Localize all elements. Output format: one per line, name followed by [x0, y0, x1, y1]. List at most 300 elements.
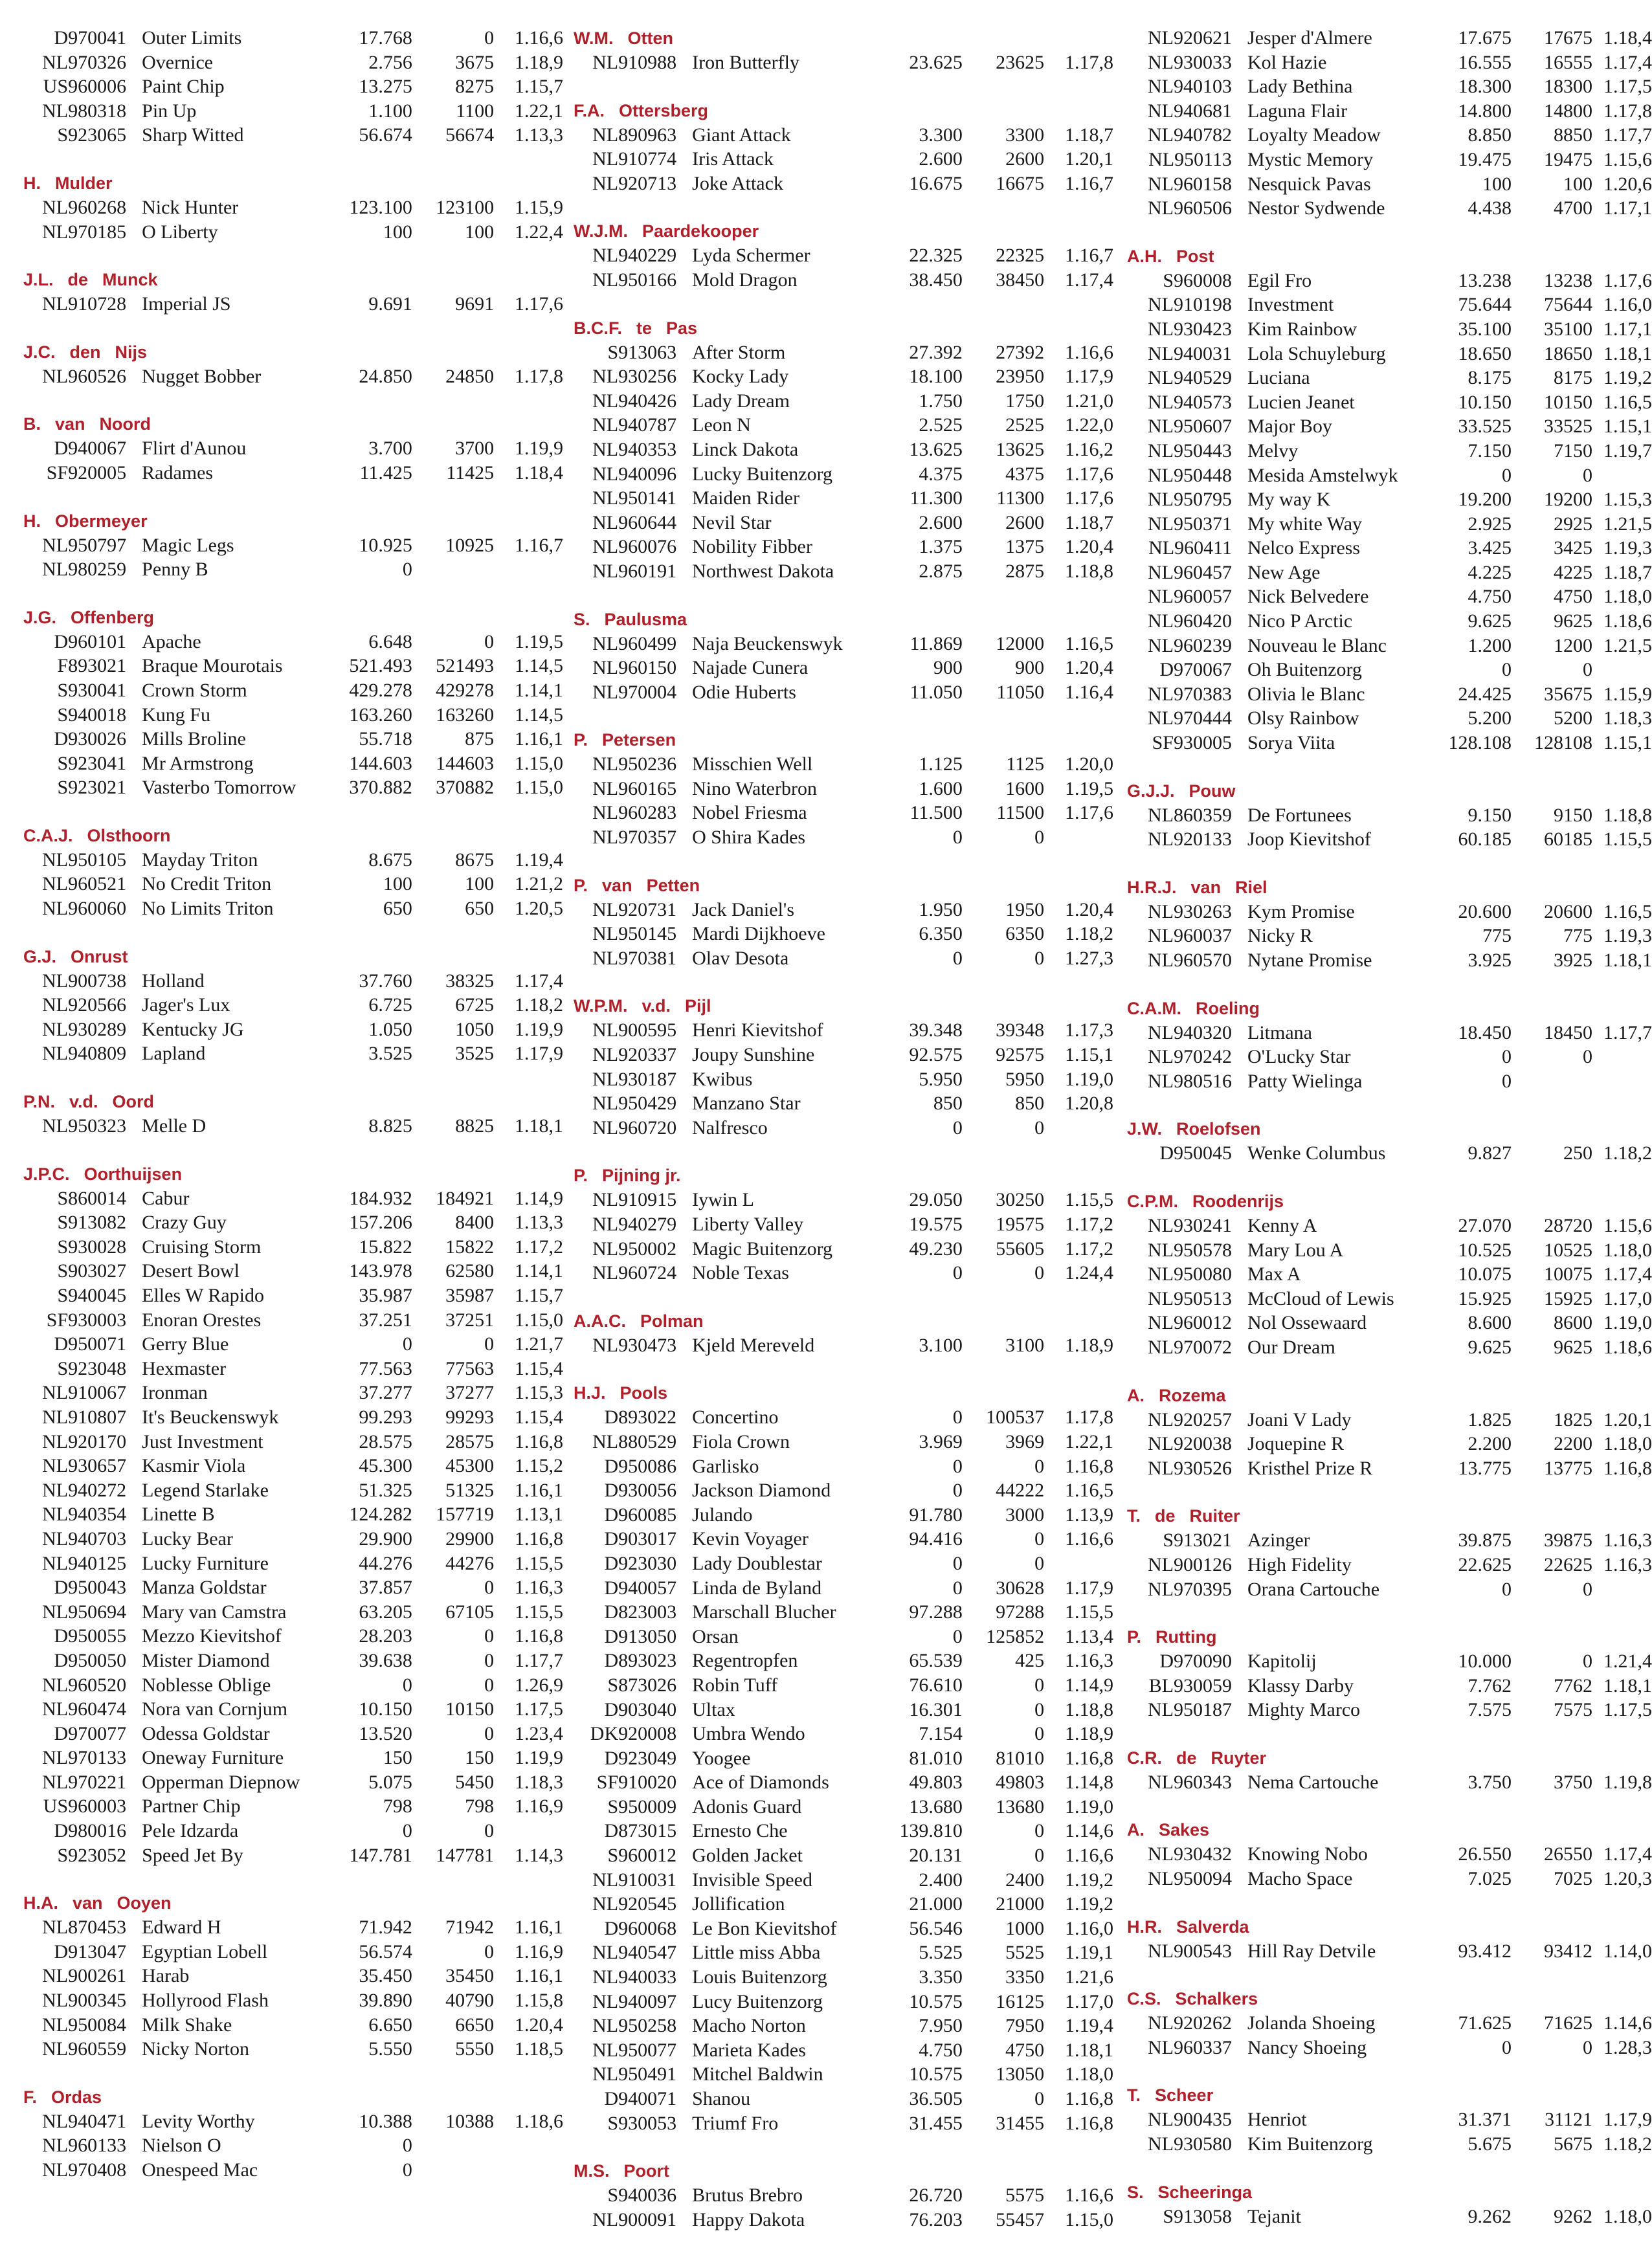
horse-row [570, 1746, 1113, 1771]
horse-name: Nouveau le Blanc [1247, 634, 1387, 656]
record-time: 1.14,6 [1064, 1820, 1113, 1842]
earnings-value: 27.392 [909, 341, 963, 363]
earnings-value: 56.574 [359, 1940, 412, 1962]
horse-name: Orsan [692, 1625, 739, 1647]
owner-surname: Roodenrijs [1192, 1191, 1284, 1211]
registration-number: S940018 [57, 704, 127, 726]
horse-name: Mighty Marco [1247, 1699, 1361, 1721]
owner-surname: Scheer [1155, 2085, 1214, 2106]
horse-name: O Shira Kades [692, 827, 806, 849]
horse-name: Melvy [1247, 439, 1299, 461]
horse-name: Lola Schuyleburg [1247, 342, 1386, 364]
record-time: 1.18,0 [1603, 586, 1652, 608]
total-value: 11500 [996, 802, 1045, 824]
total-value: 1825 [1554, 1408, 1592, 1430]
earnings-value: 71.942 [359, 1917, 412, 1939]
earnings-value: 39.875 [1458, 1529, 1512, 1551]
registration-number: S873026 [607, 1674, 677, 1696]
record-time: 1.17,1 [1603, 197, 1652, 219]
earnings-value: 6.650 [368, 2014, 412, 2036]
horse-row [1123, 706, 1652, 731]
registration-number: S913021 [1163, 1529, 1232, 1551]
earnings-value: 36.505 [909, 2088, 963, 2109]
horse-name: Luciana [1247, 367, 1310, 389]
registration-number: NL960057 [1148, 586, 1232, 608]
horse-name: Misschien Well [692, 753, 813, 775]
horse-row [19, 1405, 563, 1430]
total-value: 39348 [996, 1019, 1045, 1041]
registration-number: NL960506 [1148, 197, 1232, 219]
registration-number: NL890963 [592, 124, 677, 146]
horse-name: Mary Lou A [1247, 1239, 1344, 1261]
horse-name: Nema Cartouche [1247, 1771, 1379, 1793]
total-value: 8175 [1554, 367, 1592, 389]
record-time: 1.17,6 [1603, 269, 1652, 291]
horse-row [1123, 609, 1652, 634]
horse-row [570, 1067, 1113, 1092]
horse-name: Linck Dakota [692, 438, 799, 460]
earnings-value: 7.154 [919, 1723, 963, 1745]
record-time: 1.23,4 [514, 1722, 563, 1744]
registration-number: S940036 [607, 2185, 677, 2207]
horse-name: Brutus Brebro [692, 2185, 803, 2207]
horse-row [570, 1795, 1113, 1819]
registration-number: US960003 [43, 1796, 127, 1818]
record-time: 1.17,0 [1064, 1990, 1113, 2012]
owner-heading [570, 26, 1113, 50]
horse-row [1123, 2205, 1652, 2229]
total-value: 157719 [436, 1504, 495, 1526]
total-value: 8825 [455, 1115, 495, 1137]
earnings-value: 24.425 [1458, 683, 1512, 705]
record-time: 1.20,1 [1064, 148, 1113, 170]
record-time: 1.21,5 [1603, 513, 1652, 535]
earnings-value: 24.850 [359, 365, 412, 387]
registration-number: NL970185 [42, 221, 127, 243]
total-value: 33525 [1544, 416, 1592, 438]
horse-row [1123, 123, 1652, 148]
registration-number: NL970221 [42, 1771, 127, 1793]
owner-initials: P.N. [23, 1092, 56, 1112]
total-value: 650 [465, 898, 495, 920]
total-value: 10150 [445, 1698, 495, 1720]
registration-number: SF930003 [46, 1309, 127, 1331]
owner-initials: P. [574, 1166, 588, 1186]
earnings-value: 147.781 [349, 1844, 412, 1866]
record-time: 1.17,8 [1603, 100, 1652, 122]
record-time: 1.21,6 [1064, 1966, 1113, 1988]
total-value: 3969 [1005, 1430, 1045, 1452]
total-value: 9625 [1554, 610, 1592, 632]
earnings-value: 3.525 [368, 1043, 412, 1065]
total-value: 100 [465, 873, 495, 895]
earnings-value: 13.520 [359, 1722, 412, 1744]
record-time: 1.18,1 [1064, 2039, 1113, 2061]
horse-name: Nick Belvedere [1247, 586, 1369, 608]
owner-block [1123, 1625, 1652, 1722]
owner-initials: C.P.M. [1127, 1191, 1179, 1211]
record-time: 1.19,5 [1064, 777, 1113, 799]
registration-number: D950043 [54, 1577, 127, 1599]
horse-row [19, 993, 563, 1017]
horse-row [570, 1576, 1113, 1601]
horse-name: Kevin Voyager [692, 1528, 809, 1550]
horse-row [1123, 803, 1652, 828]
owner-heading [570, 2159, 1113, 2183]
owner-block [570, 2159, 1113, 2232]
owner-heading [1123, 875, 1652, 900]
owner-initials: A. [1127, 1385, 1144, 1405]
earnings-value: 9.150 [1468, 804, 1512, 826]
registration-number: NL960724 [592, 1262, 677, 1284]
horse-name: Kenny A [1247, 1214, 1317, 1236]
total-value: 7950 [1005, 2015, 1045, 2037]
earnings-value: 10.000 [1458, 1651, 1512, 1673]
total-value: 1750 [1005, 390, 1045, 412]
total-value: 35100 [1544, 318, 1592, 340]
horse-name: Giant Attack [692, 124, 791, 146]
registration-number: NL940279 [592, 1214, 677, 1235]
record-time: 1.14,9 [1064, 1674, 1113, 1696]
owner-block [570, 728, 1113, 849]
column-1 [19, 26, 563, 2206]
record-time: 1.16,2 [1064, 438, 1113, 460]
registration-number: NL960076 [592, 536, 677, 558]
horse-name: Garlisko [692, 1455, 759, 1477]
registration-number: NL910915 [592, 1189, 677, 1211]
registration-number: D970041 [54, 27, 127, 49]
horse-row [19, 436, 563, 461]
horse-row [570, 1868, 1113, 1893]
horse-name: Lady Dream [692, 390, 790, 412]
owner-heading [1123, 779, 1652, 803]
horse-name: Manzano Star [692, 1093, 801, 1115]
owner-initials: W.M. [574, 28, 614, 48]
total-value: 1600 [1005, 777, 1045, 799]
registration-number: D913050 [604, 1625, 677, 1647]
total-value: 40790 [445, 1990, 495, 2012]
horse-name: Orana Cartouche [1247, 1578, 1380, 1600]
owner-initials: B. [23, 414, 41, 434]
owner-surname: Petersen [602, 730, 676, 750]
owner-surname: Post [1176, 246, 1214, 266]
registration-number: D930056 [604, 1480, 677, 1502]
registration-number: NL950429 [592, 1093, 677, 1115]
horse-row [1123, 561, 1652, 585]
record-time: 1.16,5 [1064, 1480, 1113, 1502]
owner-prefix: den [69, 342, 101, 362]
earnings-value: 11.500 [910, 802, 963, 824]
owner-block [1123, 26, 1652, 221]
horse-row [570, 946, 1113, 971]
earnings-value: 76.610 [909, 1674, 963, 1696]
registration-number: S923052 [57, 1844, 127, 1866]
total-value: 92575 [996, 1044, 1045, 1066]
record-time: 1.16,8 [1064, 1747, 1113, 1769]
total-value: 8675 [455, 849, 495, 871]
registration-number: NL950795 [1148, 489, 1232, 511]
owner-surname: Pijning jr. [602, 1166, 681, 1186]
owner-initials: P. [574, 875, 588, 895]
earnings-value: 4.750 [1468, 586, 1512, 608]
horse-name: Onespeed Mac [142, 2159, 258, 2181]
record-time: 1.21,2 [514, 873, 563, 895]
horse-name: Litmana [1247, 1021, 1312, 1043]
record-time [494, 2133, 563, 2158]
total-value: 19475 [1544, 148, 1592, 170]
total-value: 77563 [445, 1357, 495, 1379]
horse-name: Magic Buitenzorg [692, 1238, 833, 1260]
earnings-value: 11.300 [910, 487, 963, 509]
registration-number: SF930005 [1152, 732, 1232, 754]
owner-heading [19, 1162, 563, 1186]
earnings-value: 11.050 [910, 681, 963, 703]
horse-name: Sorya Viita [1247, 732, 1335, 754]
record-time: 1.17,5 [1603, 1699, 1652, 1721]
total-value: 0 [1583, 659, 1592, 681]
horse-row [19, 2133, 563, 2158]
record-time: 1.17,7 [1603, 124, 1652, 146]
horse-row [570, 413, 1113, 438]
earnings-value: 775 [1482, 925, 1512, 947]
record-time: 1.13,4 [1064, 1625, 1113, 1647]
earnings-value: 0 [952, 1455, 963, 1477]
total-value: 13775 [1544, 1457, 1592, 1479]
total-value: 8400 [455, 1212, 495, 1234]
record-time: 1.26,9 [514, 1674, 563, 1696]
earnings-value: 31.371 [1458, 2109, 1512, 2131]
owner-initials: F.A. [574, 100, 605, 120]
registration-number: NL960526 [42, 365, 127, 387]
registration-number: NL960420 [1148, 610, 1232, 632]
record-time: 1.14,3 [514, 1844, 563, 1866]
earnings-value: 8.175 [1468, 367, 1512, 389]
registration-number: D960101 [54, 630, 127, 652]
horse-name: Hill Ray Detvile [1247, 1940, 1376, 1962]
owner-surname: Oorthuijsen [84, 1164, 183, 1184]
total-value: 7762 [1554, 1674, 1592, 1696]
earnings-value: 8.600 [1468, 1312, 1512, 1334]
earnings-value: 11.425 [359, 461, 412, 484]
owner-heading [19, 2085, 563, 2109]
record-time: 1.18,1 [514, 1115, 563, 1137]
horse-name: Lapland [142, 1043, 206, 1065]
horse-row [19, 1794, 563, 1819]
horse-name: Marieta Kades [692, 2039, 806, 2061]
record-time: 1.20,4 [1064, 898, 1113, 920]
record-time: 1.21,4 [1603, 1651, 1652, 1673]
total-value: 13625 [996, 438, 1045, 460]
horse-row [570, 1722, 1113, 1746]
horse-name: Egil Fro [1247, 269, 1312, 291]
horse-name: Jack Daniel's [692, 898, 794, 920]
horse-row [570, 2087, 1113, 2111]
record-time: 1.15,3 [1603, 489, 1652, 511]
earnings-value: 39.890 [359, 1990, 412, 2012]
total-value: 2600 [1005, 511, 1045, 533]
horse-row [570, 898, 1113, 922]
owner-heading [1123, 996, 1652, 1021]
owner-surname: Paardekooper [642, 221, 759, 241]
record-time: 1.18,7 [1064, 511, 1113, 533]
record-time: 1.19,9 [514, 1018, 563, 1040]
total-value: 2400 [1005, 1869, 1045, 1891]
total-value: 4225 [1554, 561, 1592, 583]
owner-initials: B.C.F. [574, 318, 623, 338]
total-value: 17675 [1544, 27, 1592, 49]
earnings-value: 10.925 [359, 534, 412, 556]
total-value: 21000 [996, 1893, 1045, 1915]
record-time: 1.16,1 [514, 1479, 563, 1501]
earnings-value: 77.563 [359, 1357, 412, 1379]
registration-number: S930041 [57, 679, 127, 701]
registration-number: NL950323 [42, 1115, 127, 1137]
earnings-value: 3.700 [368, 438, 412, 460]
total-value: 11425 [446, 461, 495, 484]
registration-number: NL950077 [592, 2039, 677, 2061]
record-time: 1.17,9 [514, 1043, 563, 1065]
horse-name: Maiden Rider [692, 487, 799, 509]
registration-number: S913082 [57, 1212, 127, 1234]
horse-row [1123, 1141, 1652, 1166]
total-value: 0 [1034, 947, 1045, 969]
owner-surname: Otten [627, 28, 673, 48]
earnings-value: 0 [952, 1577, 963, 1599]
registration-number: NL930473 [592, 1334, 677, 1356]
horse-row [1123, 1021, 1652, 1045]
horse-row [570, 147, 1113, 172]
registration-number: NL940103 [1148, 76, 1232, 98]
registration-number: NL900543 [1148, 1940, 1232, 1962]
total-value: 16675 [996, 172, 1045, 194]
earnings-value: 39.638 [359, 1649, 412, 1671]
record-time: 1.15,6 [1603, 148, 1652, 170]
earnings-value: 35.100 [1458, 318, 1512, 340]
earnings-value: 5.525 [919, 1942, 963, 1964]
horse-row [1123, 1069, 1652, 1094]
horse-name: Cabur [142, 1187, 190, 1209]
owner-initials: G.J.J. [1127, 781, 1175, 801]
horse-row [19, 1819, 563, 1843]
horse-row [19, 969, 563, 994]
registration-number: D930026 [54, 728, 127, 750]
horse-name: Oneway Furniture [142, 1747, 284, 1769]
record-time: 1.17,5 [1603, 76, 1652, 98]
record-time: 1.16,9 [514, 1796, 563, 1818]
earnings-value: 3.969 [919, 1430, 963, 1452]
registration-number: S930053 [607, 2112, 677, 2134]
owner-block [570, 26, 1113, 75]
horse-row [1123, 634, 1652, 658]
record-time: 1.16,3 [1064, 1650, 1113, 1672]
record-time: 1.19,0 [1064, 1068, 1113, 1090]
owner-block [570, 873, 1113, 971]
horse-name: Kentucky JG [142, 1018, 244, 1040]
record-time: 1.14,5 [514, 704, 563, 726]
earnings-value: 16.555 [1458, 51, 1512, 73]
registration-number: NL970408 [42, 2159, 127, 2181]
total-value: 0 [484, 1577, 495, 1599]
record-time: 1.16,1 [514, 1965, 563, 1987]
earnings-value: 3.925 [1468, 950, 1512, 971]
owner-block [1123, 1746, 1652, 1795]
total-value: 184921 [436, 1187, 495, 1209]
record-time: 1.18,0 [1603, 2205, 1652, 2227]
record-time [1592, 1045, 1652, 1069]
total-value: 4750 [1005, 2039, 1045, 2061]
owner-surname: Ruiter [1189, 1506, 1240, 1526]
total-value: 0 [1583, 1651, 1592, 1673]
earnings-value: 3.300 [919, 124, 963, 146]
record-time: 1.17,4 [1064, 269, 1113, 291]
total-value: 775 [1563, 925, 1592, 947]
owner-heading [1123, 1986, 1652, 2011]
earnings-value: 429.278 [349, 679, 412, 701]
record-time: 1.17,6 [1064, 487, 1113, 509]
owner-initials: C.A.J. [23, 825, 73, 845]
record-time: 1.19,1 [1064, 1942, 1113, 1964]
total-value: 0 [484, 1625, 495, 1647]
horse-row [19, 461, 563, 485]
owner-initials: H.R.J. [1127, 877, 1177, 897]
total-value: 31455 [996, 2112, 1045, 2134]
horse-name: High Fidelity [1247, 1553, 1352, 1575]
registration-number: NL920566 [42, 994, 127, 1016]
horse-row [570, 1819, 1113, 1843]
horse-row [1123, 2107, 1652, 2132]
record-time: 1.15,2 [514, 1455, 563, 1477]
horse-name: Iron Butterfly [692, 52, 799, 73]
registration-number: D940057 [604, 1577, 677, 1599]
total-value: 67105 [445, 1601, 495, 1623]
total-value: 1950 [1005, 898, 1045, 920]
total-value: 9262 [1554, 2205, 1592, 2227]
earnings-value: 18.100 [909, 366, 963, 388]
earnings-value: 38.450 [909, 269, 963, 291]
owner-initials: H. [23, 173, 41, 193]
record-time: 1.15,9 [1603, 683, 1652, 705]
owner-block [19, 412, 563, 485]
registration-number: NL940320 [1148, 1021, 1232, 1043]
registration-number: D970090 [1159, 1651, 1232, 1673]
earnings-value: 6.725 [368, 994, 412, 1016]
owner-surname: Poort [623, 2161, 670, 2181]
owner-heading [570, 1381, 1113, 1405]
owner-block [19, 823, 563, 921]
horse-name: Liberty Valley [692, 1214, 804, 1235]
record-time: 1.18,2 [1603, 1142, 1652, 1164]
horse-row [1123, 2132, 1652, 2157]
total-value: 5575 [1005, 2185, 1045, 2207]
earnings-value: 7.150 [1468, 439, 1512, 461]
horse-row [570, 1503, 1113, 1528]
horse-name: Nytane Promise [1247, 950, 1372, 971]
horse-name: Leon N [692, 414, 751, 436]
horse-name: Olsy Rainbow [1247, 707, 1359, 729]
horse-name: Linda de Byland [692, 1577, 822, 1599]
owner-block [1123, 779, 1652, 852]
registration-number: NL940809 [42, 1043, 127, 1065]
record-time: 1.17,6 [1064, 802, 1113, 824]
record-time: 1.15,1 [1603, 416, 1652, 438]
registration-number: NL910774 [592, 148, 677, 170]
total-value: 0 [1034, 1455, 1045, 1477]
earnings-value: 10.575 [909, 1990, 963, 2012]
registration-number: NL910031 [592, 1869, 677, 1891]
earnings-value: 27.070 [1458, 1214, 1512, 1236]
registration-number: NL950166 [592, 269, 677, 291]
record-time: 1.16,5 [1603, 391, 1652, 413]
